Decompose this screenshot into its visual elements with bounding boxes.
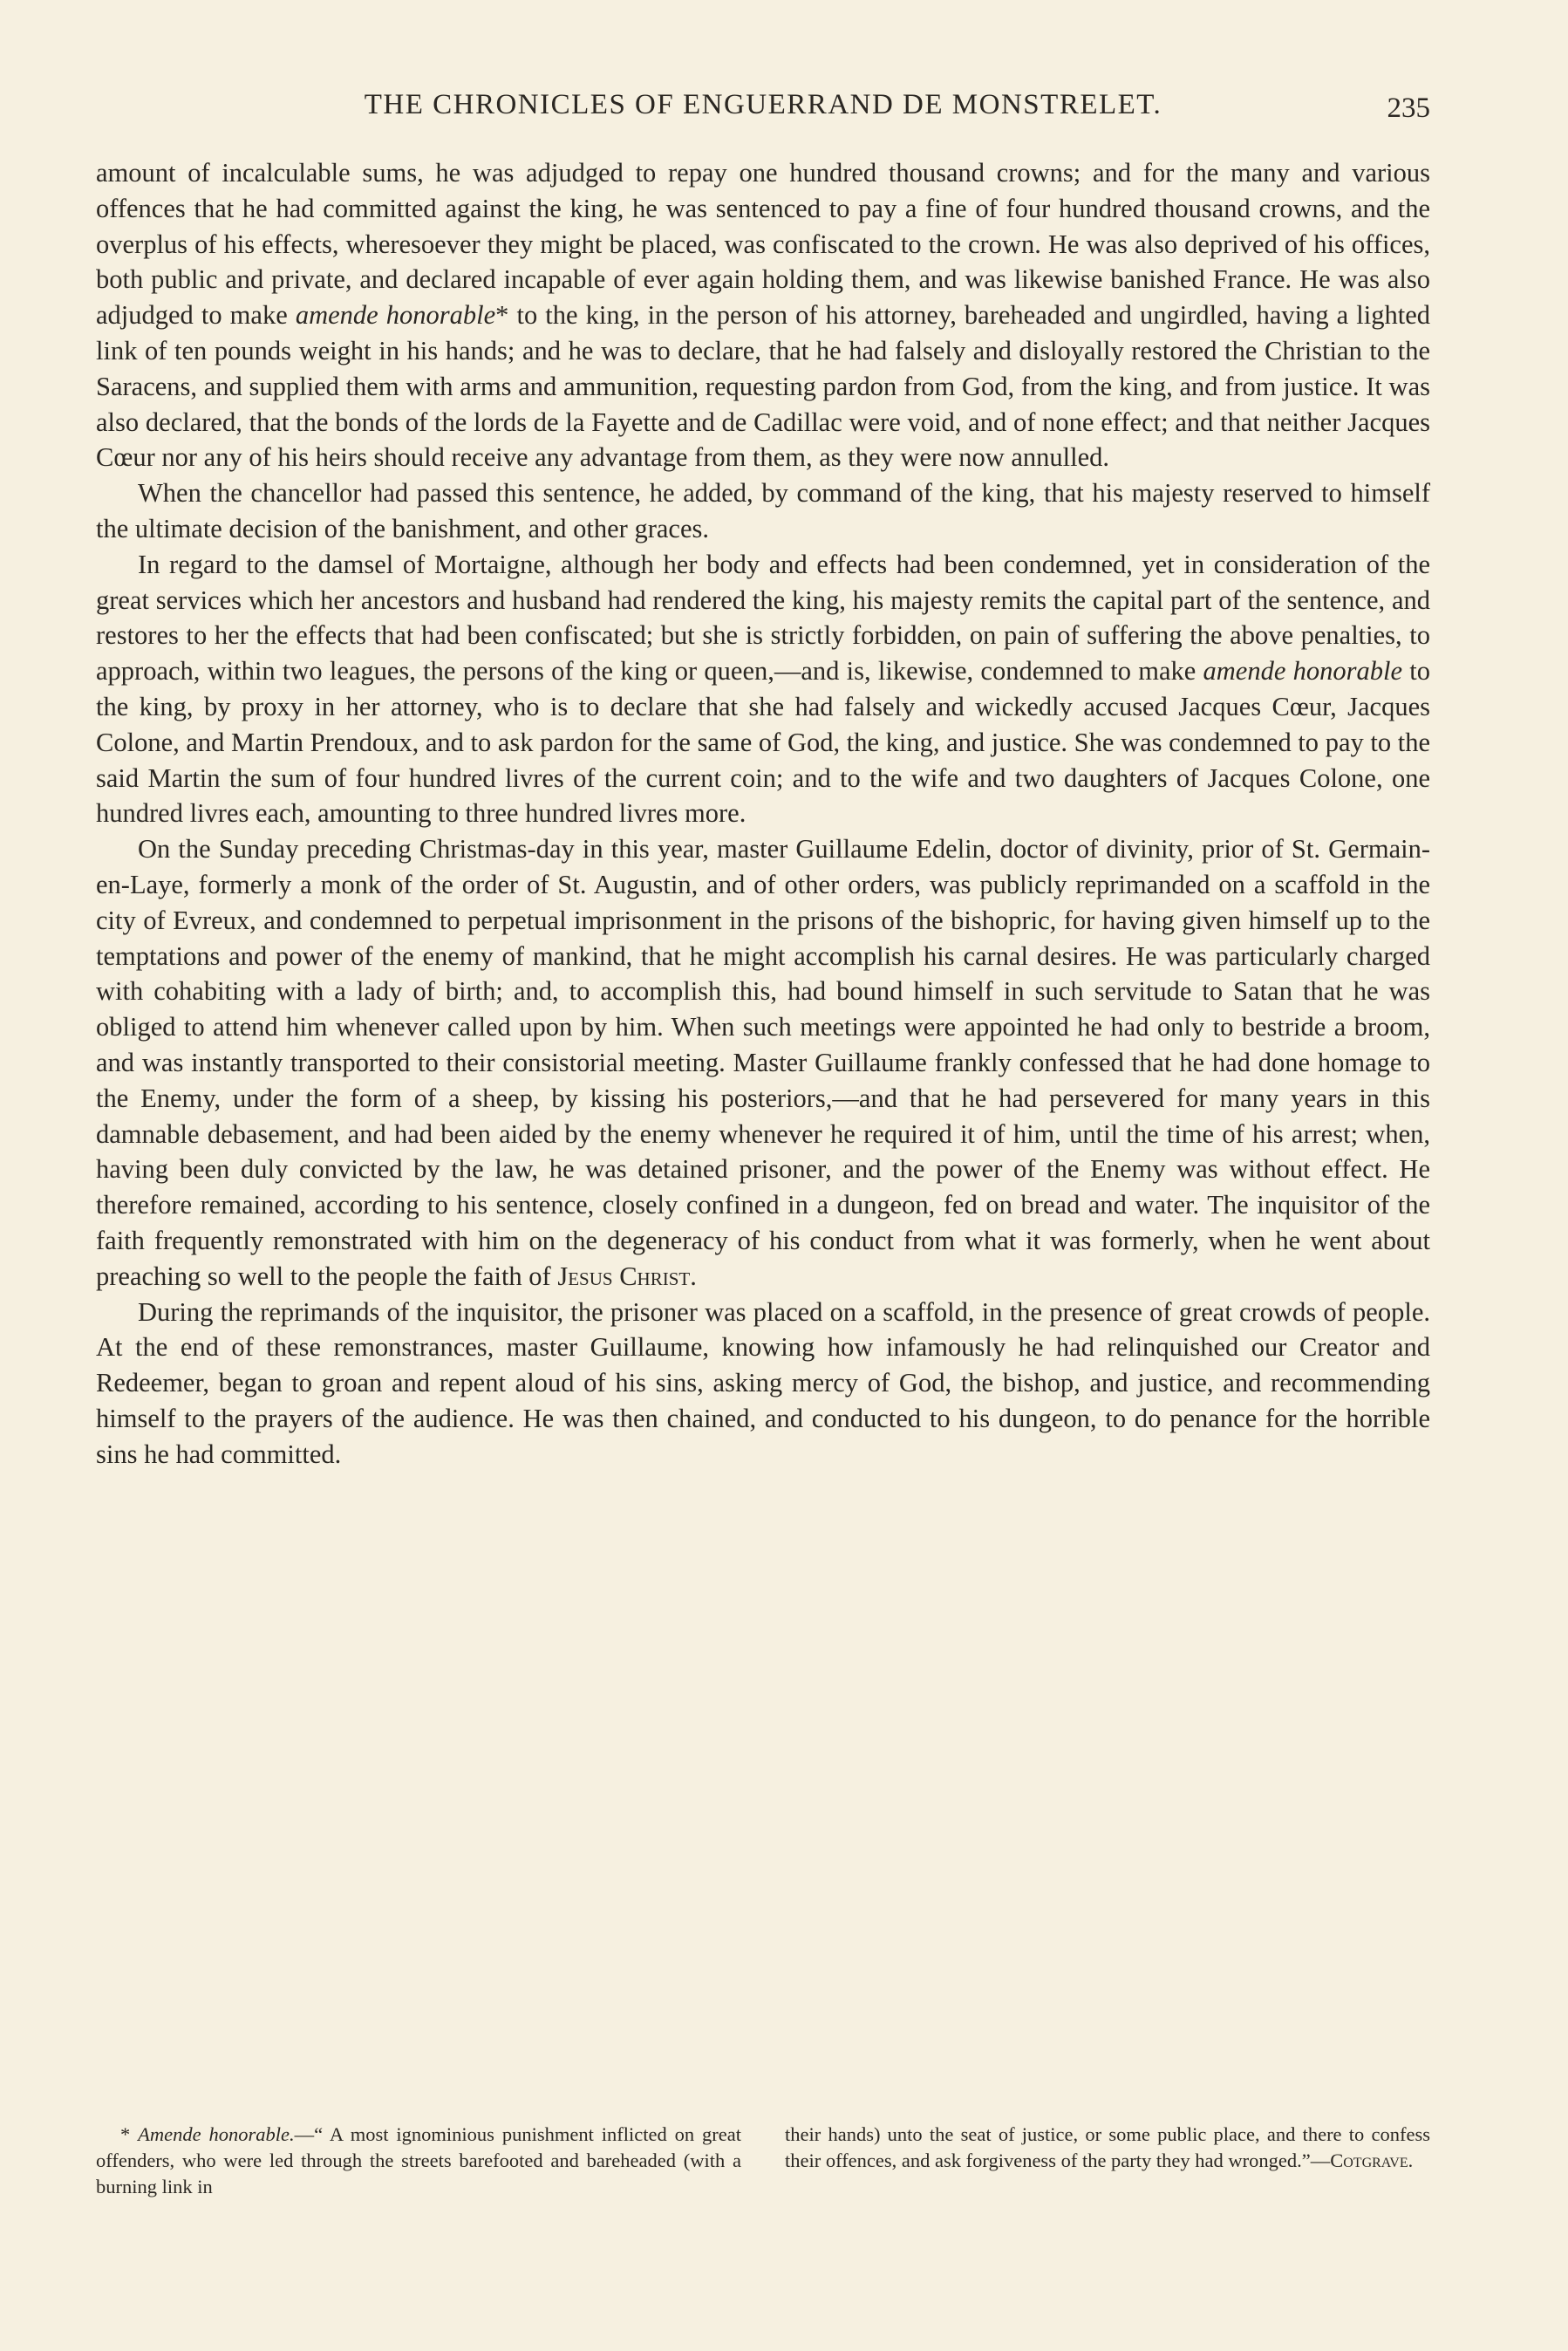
footnote-left-body: —“ A most ignominious punishment inflicted on great offenders, who were led through the streets barefooted and bareheaded (with a burning link in [96, 2123, 741, 2197]
body-text [96, 155, 1430, 1472]
paragraph-1-text-a: amount of incalculable sums, he was adjudged to repay one hundred thousand crowns; and for the many and various offences that he had committed against the king, he was sentenced to pay a fine of four hundred thousand crowns, and the overplus of his effects, wheresoever they might be placed, was confiscated to the crown. He was also deprived of his offices, both public and private, and declared incapable of ever again holding them, and was likewise banished France. He was also adjudged to make [96, 158, 1430, 331]
page-header [96, 85, 1430, 129]
footnote [96, 2122, 1430, 2200]
paragraph-3-text-a: In regard to the damsel of Mortaigne, although her body and effects had been condemned, yet in consideration of the great services which her ancestors and husband had rendered the king, his majesty remits the capital part of the sentence, and restores to her the effects that had been confiscated; but she is strictly forbidden, on pain of suffering the above penalties, to approach, within two leagues, the persons of the king or queen,—and is, likewise, condemned to make [96, 549, 1430, 687]
paragraph-2: When the chancellor had passed this sentence, he added, by command of the king, that his majesty reserved to himself the ultimate decision of the banishment, and other graces. [96, 478, 1430, 543]
footnote-left-text [96, 2122, 741, 2200]
amende-honorable-term-2: amende honorable [1203, 656, 1403, 687]
paragraph-1-text-b: to the king, in the person of his attorney, bareheaded and ungirdled, having a lighted link of ten pounds weight in his hands; and he was to declare, that he had falsely and disloyally restored the Christian to the Saracens, and supplied them with arms and ammunition, requesting pardon from God, from the king, and from justice. It was also declared, that the bonds of the lords de la Fayette and de Cadillac were void, and of none effect; and that neither Jacques Cœur nor any of his heirs should receive any advantage from them, as they were now annulled. [96, 300, 1431, 473]
paragraph-3 [96, 547, 1430, 831]
amende-honorable-term: amende honorable [295, 300, 496, 331]
footnote-right-column [785, 2122, 1430, 2200]
jesus-christ-smallcaps: Jesus Christ [557, 1261, 691, 1291]
footnote-left-column [96, 2122, 741, 2200]
paragraph-4 [96, 831, 1430, 1294]
running-title: THE CHRONICLES OF ENGUERRAND DE MONSTRELET. [364, 89, 1162, 120]
footnote-reference-mark: * [495, 300, 509, 331]
footnote-term: Amende honorable. [138, 2123, 295, 2145]
paragraph-3-text-b: to the king, by proxy in her attorney, who is to declare that she had falsely and wickedly accused Jacques Cœur, Jacques Colone, and Martin Prendoux, and to ask pardon for the same of God, the king, and justice. She was condemned to pay to the said Martin the sum of four hundred livres of the current coin; and to the wife and two daughters of Jacques Colone, one hundred livres each, amounting to three hundred livres more. [96, 656, 1430, 829]
paragraph-5: During the reprimands of the inquisitor, the prisoner was placed on a scaffold, in the presence of great crowds of people. At the end of these remonstrances, master Guillaume, knowing how infamously he had relinquished our Creator and Redeemer, began to groan and repent aloud of his sins, asking mercy of God, the bishop, and justice, and recommending himself to the prayers of the audience. He was then chained, and conducted to his dungeon, to do penance for the horrible sins he had committed. [96, 1296, 1430, 1469]
footnote-right-text [785, 2122, 1430, 2174]
footnote-mark: * [120, 2123, 131, 2145]
paragraph-4-text-b: . [690, 1261, 697, 1291]
footnote-end: . [1408, 2149, 1414, 2171]
paragraph-1 [96, 155, 1430, 475]
footnote-source: Cotgrave [1330, 2149, 1408, 2171]
page-number: 235 [1387, 92, 1430, 124]
footnote-right-body: their hands) unto the seat of justice, or some public place, and there to confess their offences, and ask forgiveness of the party they had wronged.”— [785, 2123, 1430, 2171]
paragraph-4-text-a: On the Sunday preceding Christmas-day in this year, master Guillaume Edelin, doctor of divinity, prior of St. Germain-en-Laye, formerly a monk of the order of St. Augustin, and of other orders, was publicly reprimanded on a scaffold in the city of Evreux, and condemned to perpetual imprisonment in the prisons of the bishopric, for having given himself up to the temptations and power of the enemy of mankind, that he might accomplish his carnal desires. He was particularly charged with cohabiting with a lady of birth; and, to accomplish this, had bound himself in such servitude to Satan that he was obliged to attend him whenever called upon by him. When such meetings were appointed he had only to bestride a broom, and was instantly transported to their consistorial meeting. Master Guillaume frankly confessed that he had done homage to the Enemy, under the form of a sheep, by kissing his posteriors,—and that he had persevered for many years in this damnable debasement, and had been aided by the enemy whenever he required it of him, until the time of his arrest; when, having been duly convicted by the law, he was detained prisoner, and the power of the Enemy was without effect. He therefore remained, according to his sentence, closely confined in a dungeon, fed on bread and water. The inquisitor of the faith frequently remonstrated with him on the degeneracy of his conduct from what it was formerly, when he went about preaching so well to the people the faith of [96, 834, 1430, 1291]
